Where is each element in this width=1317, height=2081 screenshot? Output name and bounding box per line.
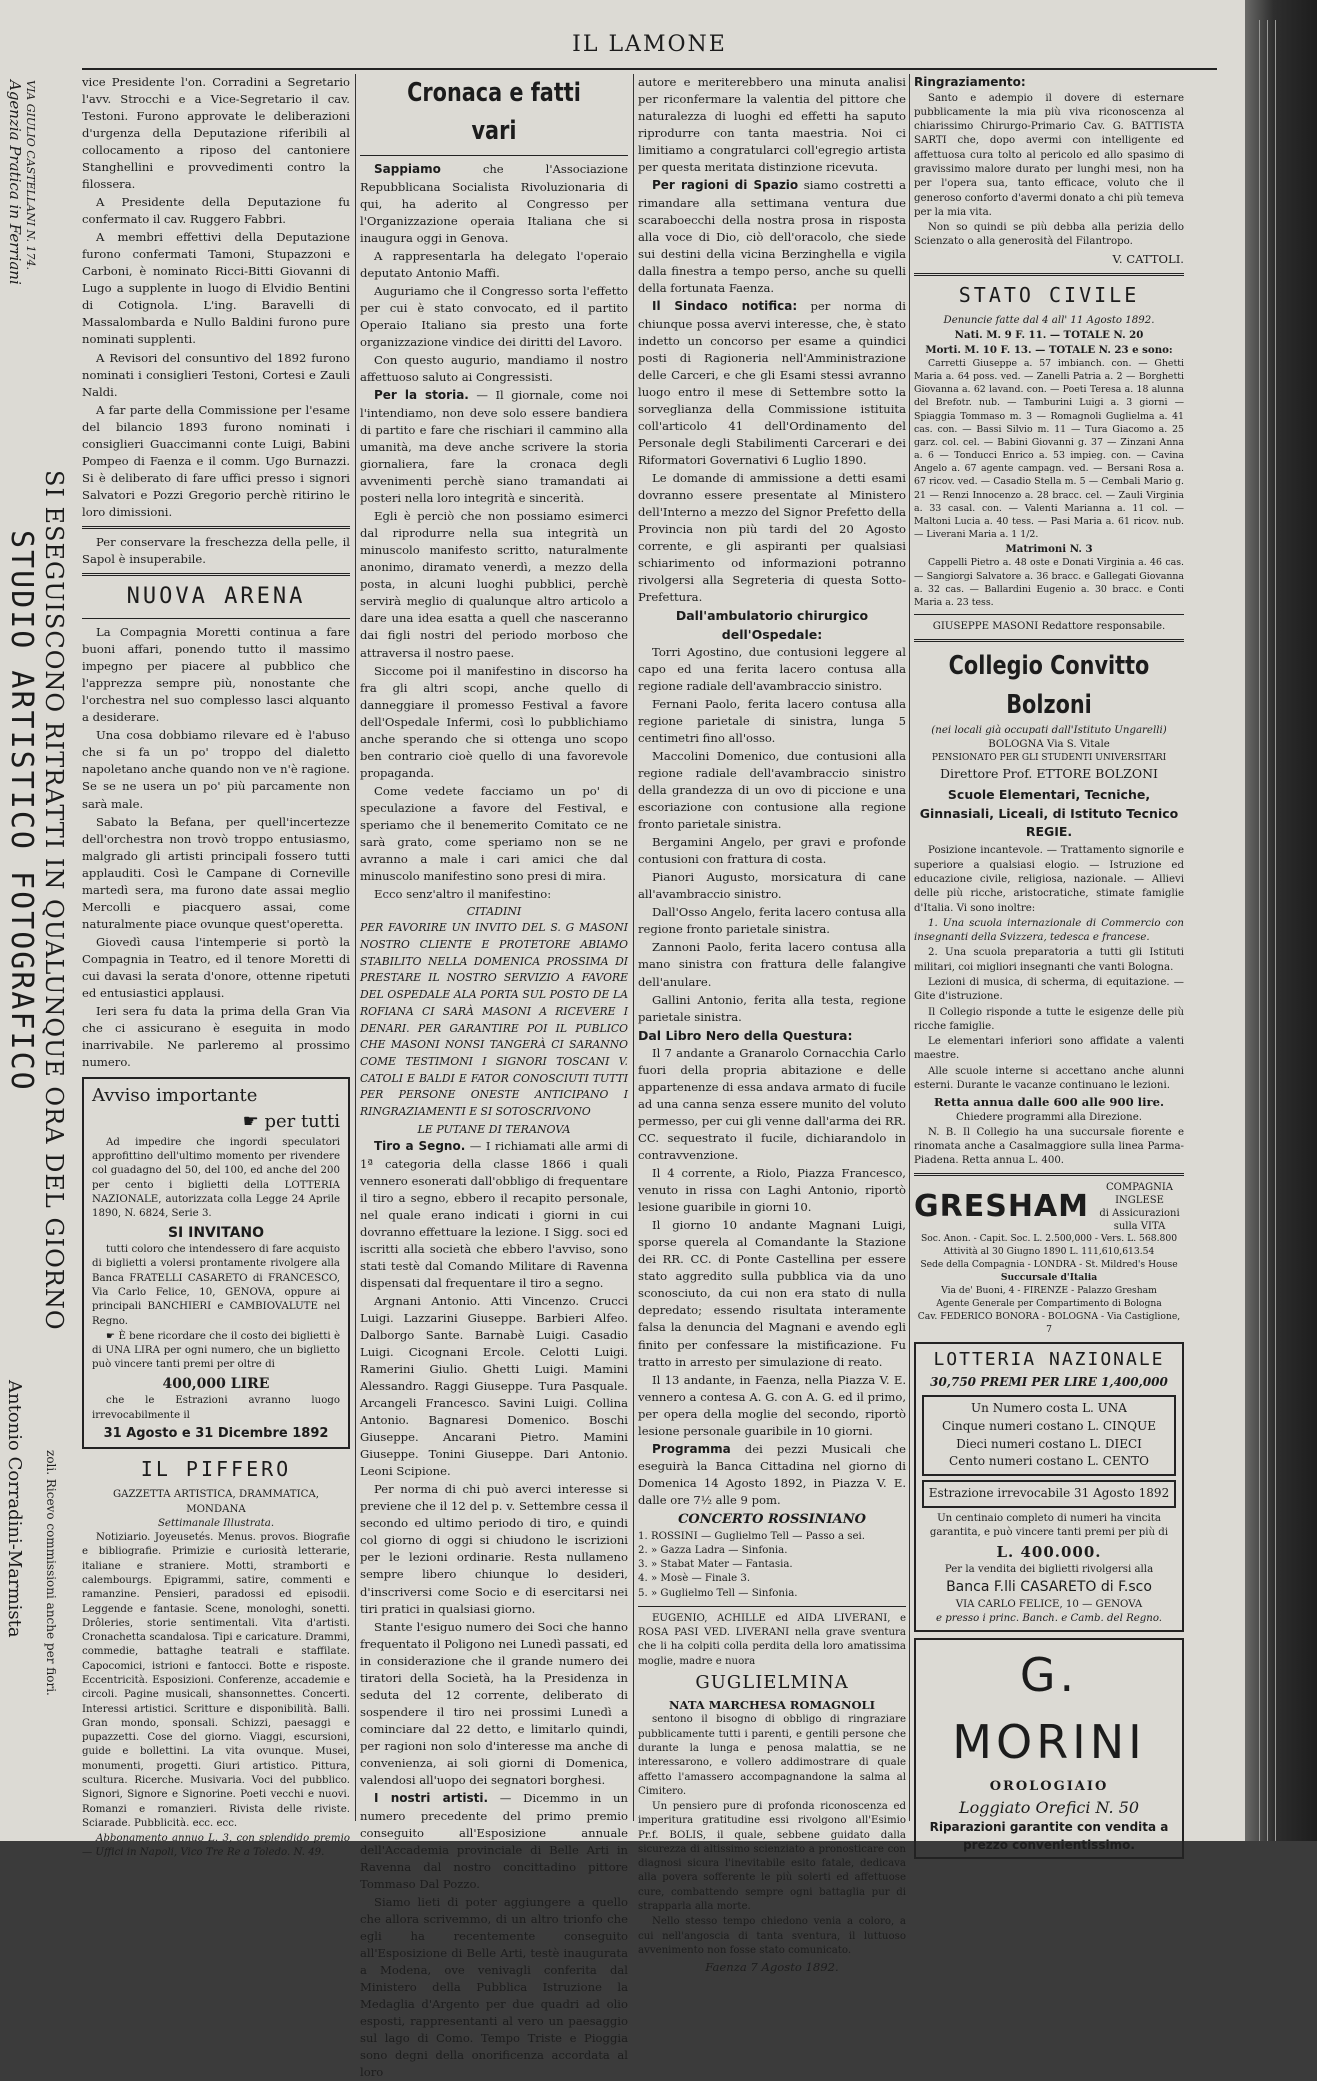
divider	[914, 639, 1184, 642]
margin-studio: STUDIO ARTISTICO FOTOGRAFICO	[4, 530, 39, 1092]
divider	[914, 614, 1184, 615]
collegio-subtitle: (nei locali già occupati dall'Istituto Ungarelli)	[931, 724, 1167, 736]
centinaio-text: Un centinaio completo di numeri ha vincita garantita, e può vincere tanti premi per più di	[929, 1512, 1169, 1538]
column-4	[914, 74, 1184, 1853]
gresham-line: Sede della Compagnia - LONDRA - St. Mildred's House	[920, 1259, 1178, 1271]
paragraph: Dicemmo in un numero precedente del primo premio conseguito all'Esposizione annuale dell'Accademia provinciale di Belle Arti in Ravenna dal nostro concittadino pittore Tommaso Dal Pozzo.	[360, 1790, 628, 1891]
paragraph: Le elementari inferiori sono affidate a valenti maestre.	[914, 1036, 1184, 1062]
paragraph: 2. Una scuola preparatoria a tutti gli Istituti militari, coi migliori insegnanti che vanti Bologna.	[914, 947, 1184, 973]
paragraph: dei pezzi Musicali che eseguirà la Banca Cittadina nel giorno di Domenica 14 Agosto 1892, in Piazza V. E. dalle ore 7½ alle 9 pom.	[638, 1441, 906, 1508]
paragraph: I richiamati alle armi di 1ª categoria della classe 1866 i quali vennero esonerati dall'obbligo di frequentare il tiro a segno, ebbero il recapito personale, nel quale erano indicati i giorni in cui dovranno effettuare la lezione. I Sigg. soci ed iscritti alla società che ebbero l'avviso, sono stati testè dal Comando Militare di Ravenna dispensati dal frequentare il tiro a segno.	[360, 1139, 629, 1290]
paragraph: Il giornale, come noi l'intendiamo, non deve solo essere bandiera di partito e fare che rischiari il cammino alla umanità, ma deve anche scrivere la storia giornaliera, fare la cronaca degli avvenimenti perchè siano tramandati ai posteri nella loro integrità e sincerità.	[360, 388, 628, 506]
lotteria-title: LOTTERIA NAZIONALE	[933, 1349, 1165, 1371]
piffero-subtitle-2: Settimanale Illustrata.	[157, 1517, 275, 1529]
piffero-abbonamento: Abbonamento annuo L. 3, con splendido premio — Uffici in Napoli, Vico Tre Re a Toledo. N. 49.	[82, 1833, 350, 1859]
lottery-dates: 31 Agosto e 31 Dicembre 1892	[103, 1425, 329, 1441]
paragraph: Siamo lieti di poter aggiungere a quello che allora scrivemmo, di un altro trionfo che egli ha recentemente conseguito all'Esposizione di Belle Arti, testè inaugurata a Modena, ove venivagli conferita dal Ministero della Pubblica Istruzione la Medaglia d'Argento per due quadri ad olio esposti, rappresentanti al vero un paesaggio sul lago di Como. Tempo Triste e Pioggia sono degni della onorificenza accordata al loro	[360, 1894, 628, 2079]
avviso-sub: per tutti	[264, 1111, 340, 1133]
matrimoni-list: Cappelli Pietro a. 48 oste e Donati Virginia a. 46 cas. — Sangiorgi Salvatore a. 36 bracc. e Gallegati Giovanna a. 32 cas. — Ballardini Eugenio a. 30 bracc. e Conti Maria a. 23 tess.	[914, 557, 1184, 608]
bologna-line: BOLOGNA Via S. Vitale	[988, 739, 1110, 751]
list-item: 4. » Mosè — Finale 3.	[638, 1573, 751, 1585]
paragraph: A membri effettivi della Deputazione furono confermati Tamoni, Stupazzoni e Carboni, è nominato Ricci-Bitti Giovanni di Lugo a supplente in luogo di Elvidio Bentini di Cotignola. L'ing. Baravelli di Massalombarda e Nullo Baldini furono pure nominati supplenti.	[82, 230, 350, 347]
faenza-date: Faenza 7 Agosto 1892.	[705, 1960, 839, 1975]
stato-civile-title: STATO CIVILE	[958, 282, 1140, 307]
lire-amount: 400,000 LIRE	[162, 1375, 270, 1392]
paragraph: Come vedete facciamo un po' di speculazione a favore del Festival, e speriamo che il benemerito Comitato ce ne sarà grato, come speriamo non se ne avranno a male i cari amici che dal minuscolo manifestino sono presi di mira.	[360, 783, 628, 883]
paragraph: Il giorno 10 andante Magnani Luigi, sporse querela al Comandante la Stazione dei RR. CC. di Ponte Castellina per essere stato aggredito sulla pubblica via da uno sconosciuto, da cui non era stato di nulla depredato; essendo risultata interamente falsa la denuncia del Magnani e avendo egli finito per confessare la mistificazione. Fu tratto in arresto per simulazione di reato.	[638, 1218, 906, 1369]
list-item: 1. ROSSINI — Guglielmo Tell — Passo a sei.	[638, 1530, 866, 1542]
paragraph: Fernani Paolo, ferita lacero contusa alla regione parietale di sinistra, lunga 5 centimetri fino all'osso.	[638, 697, 906, 746]
paragraph: Torri Agostino, due contusioni leggere al capo ed una ferita lacero contusa alla regione radiale dell'avambraccio sinistro.	[638, 644, 906, 693]
direttore-line: Direttore Prof. ETTORE BOLZONI	[940, 765, 1158, 781]
column-rule	[909, 74, 910, 1821]
divider	[82, 618, 350, 619]
masthead-rule	[82, 68, 1217, 70]
section-head: Dal Libro Nero della Questura:	[638, 1027, 853, 1043]
avviso-title: Avviso importante	[92, 1085, 258, 1107]
gresham-line: Cav. FEDERICO BONORA - BOLOGNA - Via Castiglione, 7	[917, 1310, 1181, 1335]
paragraph: A Revisori del consuntivo del 1892 furono nominati i consiglieri Testoni, Cortesi e Zauli Naldi.	[82, 350, 350, 399]
list-item: Dieci numeri costano L. DIECI	[956, 1436, 1142, 1451]
paragraph: A Presidente della Deputazione fu confermato il cav. Ruggero Fabbri.	[82, 195, 350, 227]
riparazioni-line: Riparazioni garantite con vendita a prezzo convenientissimo.	[929, 1820, 1169, 1853]
paragraph: Gallini Antonio, ferita alla testa, regione parietale sinistra.	[638, 992, 906, 1024]
nati-line: Nati. M. 9 F. 11. — TOTALE N. 20	[954, 329, 1144, 342]
paragraph: che l'Associazione Repubblicana Socialista Rivoluzionaria di qui, ha aderito al Congresso per l'Organizzazione operaia Italiana che si inaugura oggi in Genova.	[360, 162, 628, 246]
masthead: IL LAMONE	[572, 32, 727, 57]
retta-line: Retta annua dalle 600 alle 900 lire.	[934, 1095, 1164, 1110]
nuova-arena-title: NUOVA ARENA	[126, 583, 306, 609]
column-rule	[633, 74, 634, 1821]
paragraph: 1. Una scuola internazionale di Commercio con insegnanti della Svizzera, tedesca e francese.	[914, 917, 1184, 944]
morti-line: Morti. M. 10 F. 13. — TOTALE N. 23 e sono:	[925, 343, 1173, 356]
section-head: I nostri artisti.	[374, 1790, 489, 1805]
paragraph: Santo e adempio il dovere di esternare pubblicamente la mia più viva riconoscenza al chiarissimo Chirurgo-Primario Cav. G. BATTISTA SARTI che, dopo avermi con intelligente ed affettuosa cura tolto al pericolo ed allo spasimo di gravissimo malore durato per lunghi mesi, non ha per l'opera sua, tanto efficace, voluto che il generoso conforto d'avermi donato a chi più temeva per la mia vita.	[914, 92, 1184, 218]
paragraph: Posizione incantevole. — Trattamento signorile e superiore a qualsiasi elogio. — Istruzione ed educazione civile, religiosa, nazionale. — Allievi delle più ricche, aristocratiche, stimate famiglie d'Italia. Vi sono inoltre:	[914, 845, 1184, 914]
section-head: Dall'ambulatorio chirurgico dell'Ospedale:	[675, 608, 869, 642]
paragraph: Auguriamo che il Congresso sorta l'effetto per cui è stato convocato, ed il partito Operaio Italiano sia presto una forte organizzazione vindice dei diritti del Lavoro.	[360, 284, 628, 350]
redattore-line: GIUSEPPE MASONI Redattore responsabile.	[932, 621, 1166, 633]
liverani-text: EUGENIO, ACHILLE ed AIDA LIVERANI, e ROSA PASI VED. LIVERANI nella grave sventura che li ha colpiti colla perdita della loro amatissima moglie, madre e nuora	[638, 1612, 906, 1667]
section-head: Il Sindaco notifica:	[652, 299, 798, 313]
column-2: Cronaca e fatti vari Sappiamo che l'Associazione Repubblicana Socialista Rivoluzionaria di qui, ha aderito al Congresso per l'Organizzazione operaia Italiana che si inaugura oggi in Genova. A rappresentarla ha delegato l'operaio deputato Antonio Maffi. Auguriamo che il Congresso sorta l'effetto per cui è stato convocato, ed il partito Operaio Italiano sia presto una forte organizzazione vindice dei diritti del Lavoro. Con questo augurio, mandiamo il nostro affettuoso saluto ai Congressisti. Per la storia. — Il giornale, come noi l'intendiamo, non deve solo essere bandiera di partito e fare che rischiari il cammino alla umanità, ma deve anche scrivere la storia giornaliera, fare la cronaca degli avvenimenti perchè siano tramandati ai posteri nella loro integrità e sincerità. Egli è perciò che non possiamo esimerci dal riprodurre nella sua integrità un minuscolo manifesto scritto, naturalmente anonimo, diramato venerdì, a mezzo della posta, in alcuni luoghi pubblici, perchè servirà meglio di qualunque altro articolo a dare una idea esatta a quell che nasceranno dai figli nostri del periodo morboso che attraversa il nostro paese. Siccome poi il manifestino in discorso ha fra gli altri scopi, anche quello di danneggiare il promesso Festival a favore dell'Ospedale Infermi, così lo pubblichiamo anche sperando che si ottenga uno scopo ben contrario cioè quello di una favorevole propaganda. Come vedete facciamo un po' di speculazione a favore del Festival, e speriamo che il benemerito Comitato ce ne sarà grato, come speriamo non se ne avranno a male i cari amici che dal minuscolo manifestino sono presi di mira. Ecco senz'altro il manifestino: CITADINI PER FAVORIRE UN INVITO DEL S. G MASONI NOSTRO CLIENTE E PROTETORE ABIAMO STABILITO NELLA DOMENICA PROSSIMA DI PRESTARE IL NOSTRO SERVIZIO A FAVORE DEL OSPEDALE ALA PORTA SUL POSTO DE LA ROFIANA CI SARÀ MASONI A RICEVERE I DENARI. PER GARANTIRE POI IL PUBLICO CHE MASONI NONSI TANGERÀ CI SARANNO COME TESTIMONI I SIGNORI TOSCANI V. CATOLI E BALDI E FATOR CONOSCIUTI TUTTI PER PERSONE ONESTE ANTICIPANO I RINGRAZIAMENTI E SI SOTOSCRIVONO LE PUTANE DI TERANOVA Tiro a Segno. — I richiamati alle armi di 1ª categoria della classe 1866 i quali vennero esonerati dall'obbligo di frequentare il tiro a segno, ebbero il recapito personale, nel quale erano indicati i giorni in cui dovranno effettuare la lezione. I Sigg. soci ed iscritti alla società che ebbero l'avviso, sono stati testè dal Comando Militare di Ravenna dispensati dal frequentare il tiro a segno. Argnani Antonio. Atti Vincenzo. Crucci Luigi. Lazzarini Giuseppe. Barbieri Alfeo. Dalborgo Sante. Barnabè Luigi. Casadio Luigi. Cicognani Ercole. Celotti Luigi. Ramerini Giulio. Ghetti Luigi. Mamini Alessandro. Raggi Giuseppe. Tura Pasquale. Arcangeli Francesco. Savini Luigi. Collina Antonio. Bagnaresi Domenico. Boschi Giuseppe. Ancarani Pietro. Mamini Giuseppe. Tonini Giuseppe. Dari Antonio. Leoni Scipione. Per norma di chi può averci interesse si previene che il 12 del p. v. Settembre cessa il secondo ed ultimo periodo di tiro, e quindi col giorno di oggi si chiudono le iscrizioni per le lezioni ordinarie. Resta nullameno sempre libero chiunque lo desideri, d'inscriversi come Socio e di esercitarsi nei tiri pratici in qualsiasi giorno. Stante l'esiguo numero dei Soci che hanno frequentato il Poligono nei Lunedì passati, ed in considerazione che il grande numero dei tiratori della Società, ha la Presidenza in seduta del 12 corrente, deliberato di sospendere il tiro nei prossimi Lunedì a cominciare dal 22 detto, e limitarlo quindi, per ragioni non solo d'interesse ma anche di convenienza, ai soli giorni di Domenica, valendosi all'uopo dei segnatori borghesi. I nostri artisti. — Dicemmo in un numero precedente del primo premio conseguito all'Esposizione annuale dell'Accademia provinciale di Belle Arti in Ravenna dal nostro concittadino pittore Tommaso Dal Pozzo. Siamo lieti di poter aggiungere a quello che allora scrivemmo, di un altro trionfo che egli ha recentemente conseguito all'Esposizione di Belle Arti, testè inaugurata a Modena, ove venivagli conferita dal Ministero della Pubblica Istruzione la Medaglia d'Argento per due quadri ad olio esposti, rappresentanti al vero un paesaggio sul lago di Como. Tempo Triste e Pioggia sono degni della onorificenza accordata al loro	[360, 74, 628, 1774]
manifesto-text: PER FAVORIRE UN INVITO DEL S. G MASONI NOSTRO CLIENTE E PROTETORE ABIAMO STABILITO NELLA DOMENICA PROSSIMA DI PRESTARE IL NOSTRO SERVIZIO A FAVORE DEL OSPEDALE ALA PORTA SUL POSTO DE LA ROFIANA CI SARÀ MASONI A RICEVERE I DENARI. PER GARANTIRE POI IL PUBLICO CHE MASONI NONSI TANGERÀ CI SARANNO COME TESTIMONI I SIGNORI TOSCANI V. CATOLI E BALDI E FATOR CONOSCIUTI TUTTI PER PERSONE ONESTE ANTICIPANO I RINGRAZIAMENTI E SI SOTOSCRIVONO	[360, 921, 628, 1119]
column-rule	[355, 74, 356, 1821]
estrazione-line: Estrazione irrevocabile 31 Agosto 1892	[922, 1480, 1176, 1508]
spine-edge	[1275, 20, 1276, 1841]
paragraph: Il 7 andante a Granarolo Cornacchia Carlo fuori della propria abitazione e delle appartenenze di essa andava armato di fucile ad una canna senza essere munito del voluto permesso, per cui gli venne dall'arma dei RR. CC. sequestrato il fucile, dichiarandolo in contravvenzione.	[638, 1045, 907, 1163]
section-head: Tiro a Segno.	[374, 1139, 466, 1154]
margin-agenzia: Agenzia Pratica in Ferriani	[6, 80, 24, 285]
gresham-header	[914, 1181, 1184, 1233]
costi-box	[922, 1395, 1176, 1476]
paragraph: Con questo augurio, mandiamo il nostro affettuoso saluto ai Congressisti.	[360, 353, 628, 385]
paragraph: Lezioni di musica, di scherma, di equitazione. — Gite d'istruzione.	[914, 976, 1184, 1003]
avviso-text: Ad impedire che ingordi speculatori approfittino dell'ultimo momento per rivendere col guadagno del 50, del 100, ed anche del 200 per cento i biglietti della LOTTERIA NAZIONALE, autorizzata colla Legge 24 Aprile 1890, N. 6824, Serie 3.	[92, 1136, 340, 1220]
paragraph: vice Presidente l'on. Corradini a Segretario l'avv. Strocchi e a Vice-Segretario il cav. Testoni. Furono approvate le deliberazioni d'urgenza della Deputazione riferibili al collocamento a riposo del cantoniere Stanghellini e provvedimenti contro la filossera.	[82, 75, 350, 192]
cronaca-title: Cronaca e fatti vari	[407, 78, 581, 147]
manifesto-head: CITADINI	[466, 904, 522, 918]
paragraph: A rappresentarla ha delegato l'operaio deputato Antonio Maffi.	[360, 249, 628, 281]
paragraph: Sabato la Befana, per quell'incertezze dell'orchestra non trovò troppo entusiasmo, malgrado gli artisti principali fossero tutti applauditi. Così le Campane di Corneville martedì sera, ma furono date assai meglio Mercolli e piacquero assai, come naturalmente piace ovunque quest'operetta.	[82, 814, 350, 931]
book-spine	[1245, 0, 1317, 1841]
paragraph: Maccolini Domenico, due contusioni alla regione radiale dell'avambraccio sinistro della grandezza di un ovo di piccione e una escoriazione con contusione alla regione fronto parietale sinistra.	[638, 749, 906, 832]
section-head: Programma	[652, 1441, 731, 1456]
paragraph: Il 13 andante, in Faenza, nella Piazza V. E. vennero a contesa A. G. con A. G. ed il primo, per opera della moglie del secondo, riportò lesione personale guaribile in 10 giorni.	[638, 1372, 906, 1438]
divider	[360, 155, 628, 156]
gresham-insurance: di Assicurazioni sulla VITA	[1099, 1208, 1180, 1233]
paragraph: A far parte della Commissione per l'esame del bilancio 1893 furono nominati i consiglieri Guaccimanni conte Luigi, Babini Pompeo di Faenza e il comm. Ugo Burnazzi. Si è deliberato di fare uffici presso i signori Salvatori e Pozzi Gregorio perchè ritirino le loro dimissioni.	[82, 402, 350, 519]
vendita-line: Per la vendita dei biglietti rivolgersi alla	[944, 1564, 1154, 1576]
paragraph: Una cosa dobbiamo rilevare ed è l'abuso che si fa un po' troppo del dialetto napoletano anche quando non ve n'è ragione. Se se ne usera un po' più parcamente non sarà male.	[82, 728, 350, 811]
divider	[82, 526, 350, 529]
paragraph: sentono il bisogno di obbligo di ringraziare pubblicamente tutti i parenti, e gentili persone che durante la lunga e penosa malattia, se ne interessarono, e vollero addimostrare di quale affetto l'amassero accompagnandone la salma al Cimitero.	[638, 1714, 906, 1797]
left-margin	[4, 60, 74, 1820]
ricordare-text: È bene ricordare che il costo dei biglietti è di UNA LIRA per ogni numero, che un biglietto può vincere tanti premi per oltre di	[92, 1330, 340, 1371]
morini-title: G. MORINI	[952, 1647, 1146, 1770]
pensionato-line: PENSIONATO PER GLI STUDENTI UNIVERSITARI	[931, 753, 1167, 764]
piffero-subtitle: GAZZETTA ARTISTICA, DRAMMATICA, MONDANA	[112, 1489, 320, 1515]
gresham-line: Attività al 30 Giugno 1890 L. 111,610,613.54	[943, 1246, 1155, 1258]
paragraph: Giovedì causa l'intemperie si portò la Compagnia in Teatro, ed il tenore Moretti di cui davasi la serata d'onore, ottenne ripetuti ed entusiastici applausi.	[82, 934, 350, 1000]
paragraph: Ecco senz'altro il manifestino:	[374, 886, 552, 901]
paragraph: Le domande di ammissione a detti esami dovranno essere presentate al Ministero dell'Interno a mezzo del Signor Prefetto della Provincia non più tardi del 20 Agosto corrente, e gli aspiranti per qualsiasi schiarimento od informazioni potranno rivolgersi alla Segreteria di questa Sotto-Prefettura.	[638, 470, 906, 605]
paragraph: Alle scuole interne si accettano anche alunni esterni. Durante le vacanze continuano le lezioni.	[914, 1065, 1184, 1091]
divider	[82, 573, 350, 576]
paragraph: Zannoni Paolo, ferita lacero contusa alla mano sinistra con frattura delle falangive dell'anulare.	[638, 940, 906, 989]
paragraph: Un pensiero pure di profonda riconoscenza ed imperitura gratitudine essi rivolgono all'Esimio Pr.f. BOLIS, il quale, sebbene guidato dalla sicurezza di altissimo scienziato a pronosticare con diagnosi sicura l'inevitabile esito fatale, dedicava alla povera sofferente le più solerti ed affettuose cure, combattendo sempre ogni battaglia pur di strapparla alla morte.	[638, 1801, 906, 1913]
orologiaio-line: OROLOGIAIO	[989, 1778, 1109, 1794]
list-item: Un Numero costa L. UNA	[971, 1401, 1127, 1416]
manifesto-sign: LE PUTANE DI TERANOVA	[417, 1122, 571, 1136]
column-1	[82, 74, 350, 1859]
divider	[638, 1606, 906, 1607]
section-head: Per la storia.	[374, 388, 469, 403]
piffero-text: Notiziario. Joyeusetés. Menus. provos. Biografie e bibliografie. Primizie e curiosità letterarie, italiane e straniere. Motti, stramborti e calembourgs. Epigrammi, satire, commenti e ramanzine. Pensieri, paradossi ed episodii. Leggende e fantasie. Scene, monologhi, sonetti. Drôleries, storie sentimentali. Vita d'artisti. Cronachetta scandalosa. Tipi e caricature. Drammi, commedie, battaghe teatrali e staffilate. Capocomici, istrioni e fantocci. Botte e risposte. Eccentricità. Esposizioni. Conferenze, accademie e circoli. Pagine musicali, shansonnettes. Concerti. Interessi artistici. Scritture e disponibilità. Balli. Gran mondo, sponsali. Schizzi, paesaggi e pupazzetti. Cose del giorno. Viaggi, escursioni, guide e bollettini. La vita ovunque. Musei, monumenti, progetti. Giuri artistico. Pittura, scultura. Ricerche. Musivaria. Voci del pubblico. Signori, Signore e Signorine. Poeti vecchi e nuovi. Romanzi e romanzieri. Rivista delle riviste. Sciarade. Pubblicità. ecc. ecc.	[82, 1532, 350, 1829]
pointing-hand-icon: ☛	[242, 1111, 265, 1133]
pointing-hand-icon: ☛	[106, 1330, 119, 1342]
gresham-line: Succursale d'Italia	[1000, 1272, 1098, 1284]
program-list	[638, 1530, 906, 1601]
gresham-line: Via de' Buoni, 4 - FIRENZE - Palazzo Gresham	[941, 1284, 1157, 1296]
list-item: Cento numeri costano L. CENTO	[949, 1454, 1149, 1469]
denunce-line: Denuncie fatte dal 4 all' 11 Agosto 1892.	[943, 315, 1155, 327]
section-head: Ringraziamento:	[914, 75, 1026, 89]
paragraph: La Compagnia Moretti continua a fare buoni affari, ponendo tutto il massimo impegno per piacere al pubblico che l'apprezza sempre più, nonostante che l'orchestra nel suo complesso lasci alquanto a desiderare.	[82, 625, 350, 725]
section-head: Per ragioni di Spazio	[652, 178, 799, 193]
paragraph: Pianori Augusto, morsicatura di cane all'avambraccio sinistro.	[638, 870, 906, 902]
banca-presso: e presso i princ. Banch. e Camb. del Regno.	[935, 1613, 1163, 1625]
divider	[914, 273, 1184, 276]
guglielmina-name: GUGLIELMINA	[695, 1672, 849, 1694]
morti-list: Carretti Giuseppe a. 57 imbianch. con. — Ghetti Maria a. 64 poss. ved. — Zanelli Patria a. 2 — Borghetti Giovanna a. 62 lavand. con. — Poeti Teresa a. 18 alunna del Brefotr. nub. — Tamburini Luigi a. 3 giorni — Spiaggia Tommaso m. 3 — Romagnoli Guglielma a. 41 cas. con. — Bassi Silvio m. 11 — Tura Giacomo a. 25 garz. col. cel. — Babini Giovanni g. 37 — Zinzani Anna a. 6 — Tonducci Enrico a. 53 impieg. con. — Cavina Angelo a. 67 agente campagn. ved. — Bersani Rosa a. 67 ricov. ved. — Casadio Stella m. 5 — Cembali Mario g. 21 — Renzi Innocenzo a. 28 bracc. cel. — Zauli Virginia a. 33 casal. con. — Valenti Marianna a. 11 col. — Maltoni Lucia a. 40 tess. — Pasi Maria a. 61 ricov. nub. — Liverani Maria a. 1 1/2.	[914, 357, 1184, 541]
paragraph: Egli è perciò che non possiamo esimerci dal riprodurre nella sua integrità un minuscolo manifesto scritto, naturalmente anonimo, diramato venerdì, a mezzo della posta, in alcuni luoghi pubblici, perchè servirà meglio di qualunque altro articolo a dare una idea esatta a quell che nasceranno dai figli nostri del periodo morboso che attraversa il nostro paese.	[360, 509, 628, 660]
matrimoni-line: Matrimoni N. 3	[1005, 543, 1093, 556]
gresham-company: COMPAGNIA INGLESE	[1105, 1182, 1174, 1207]
programmi-line: Chiedere programmi alla Direzione.	[956, 1112, 1142, 1124]
paragraph: N. B. Il Collegio ha una succursale fiorente e rinomata anche a Casalmaggiore sulla linea Parma-Piadena. Retta annua L. 400.	[914, 1126, 1184, 1167]
gresham-line: Soc. Anon. - Capit. Soc. L. 2.500,000 - Vers. L. 568.800	[920, 1233, 1178, 1245]
collegio-title: Collegio Convitto Bolzoni	[948, 651, 1150, 720]
paragraph: Siccome poi il manifestino in discorso ha fra gli altri scopi, anche quello di danneggiare il promesso Festival a favore dell'Ospedale Infermi, così lo pubblichiamo anche sperando che si ottenga uno scopo ben contrario cioè quello di una favorevole propaganda.	[360, 663, 628, 780]
list-item: 3. » Stabat Mater — Fantasia.	[638, 1559, 793, 1571]
banca-line: Banca F.lli CASARETO di F.sco	[946, 1579, 1152, 1596]
spine-edge	[1259, 20, 1260, 1841]
nata-line: NATA MARCHESA ROMAGNOLI	[669, 1697, 875, 1712]
paragraph: per norma di chiunque possa avervi interesse, che, è stato indetto un concorso per esame a quindici posti di Ragioneria nell'Amministrazione delle Carceri, e che gli Esami stessi avranno luogo entro il mese di Settembre sotto la sorveglianza della Commissione istituita coll'articolo 41 dell'Ordinamento del Personale degli Stabilimenti Carcerari e dei Riformatori Governativi 6 Luglio 1890.	[638, 299, 906, 467]
paragraph: Il 4 corrente, a Riolo, Piazza Francesco, venuto in rissa con Laghi Antonio, riportò lesione guaribile in giorni 10.	[638, 1166, 906, 1215]
invitano-text: tutti coloro che intendessero di fare acquisto di biglietti a volersi prontamente rivolgere alla Banca FRATELLI CASARETO di FRANCESCO, Via Carlo Felice, 10, GENOVA, oppure ai principali BANCHIERI e CAMBIOVALUTE nel Regno.	[92, 1244, 340, 1327]
paragraph: Per norma di chi può averci interesse si previene che il 12 del p. v. Settembre cessa il secondo ed ultimo periodo di tiro, e quindi col giorno di oggi si chiudono le iscrizioni per le lezioni ordinarie. Resta nullameno sempre libero chiunque lo desideri, d'inscriversi come Socio e di esercitarsi nei tiri pratici in qualsiasi giorno.	[360, 1482, 628, 1616]
paragraph: Stante l'esiguo numero dei Soci che hanno frequentato il Poligono nei Lunedì passati, ed in considerazione che il grande numero dei tiratori della Società, ha la Presidenza in seduta del 12 corrente, deliberato di sospendere il tiro nei prossimi Lunedì a cominciare dal 22 detto, e limitarlo quindi, per ragioni non solo d'interesse ma anche di convenienza, ai soli giorni di Domenica, valendosi all'uopo dei segnatori borghesi.	[360, 1619, 628, 1787]
paragraph: Il Collegio risponde a tutte le esigenze delle più ricche famiglie.	[914, 1006, 1184, 1032]
loggiato-line: Loggiato Orefici N. 50	[958, 1797, 1140, 1817]
paragraph: autore e meriterebbero una minuta analisi per riconfermare la valentia del pittore che naturalezza di luoghi ed effetti ha saputo riprodurre con tanta maestria. Noi ci limitiamo a congratularci coll'egregio artista per questa meritata distinzione ricevuta.	[638, 75, 906, 175]
divider	[914, 1173, 1184, 1176]
si-invitano: SI INVITANO	[167, 1224, 265, 1241]
estrazioni-text: che le Estrazioni avranno luogo irrevocabilmente il	[92, 1395, 340, 1421]
paragraph: Non so quindi se più debba alla perizia dello Scienzato o alla generosità del Filantropo.	[914, 222, 1184, 248]
margin-address: VIA GIULIO CASTELLANI N. 174.	[24, 80, 37, 270]
paragraph: siamo costretti a rimandare alla settimana ventura due scaraboecchi della nostra prosa in risposta alla voce di Dio, ciò dell'oracolo, che siede sui destini della vicina Berzinghella e vigila dalla finestra a tempo perso, anche su quelli della fortunata Faenza.	[638, 178, 906, 295]
paragraph: Nello stesso tempo chiedono venia a coloro, a cui nell'angoscia di tanta sventura, il luttuoso avvenimento non fosse stato comunicato.	[638, 1916, 906, 1956]
signature-text: V. CATTOLI.	[1112, 251, 1184, 266]
scuole-line: Scuole Elementari, Tecniche, Ginnasiali, Liceali, di Istituto Tecnico REGIE.	[919, 787, 1179, 840]
list-item: 5. » Guglielmo Tell — Sinfonia.	[638, 1587, 798, 1599]
lotteria-box	[914, 1342, 1184, 1631]
morini-box	[914, 1638, 1184, 1859]
sapol-note: Per conservare la freschezza della pelle, il Sapol è insuperabile.	[82, 534, 350, 566]
margin-corradini: Antonio Corradini-Marmista	[4, 1380, 25, 1638]
paragraph: Argnani Antonio. Atti Vincenzo. Crucci Luigi. Lazzarini Giuseppe. Barbieri Alfeo. Dalborgo Sante. Barnabè Luigi. Casadio Luigi. Cicognani Ercole. Celotti Luigi. Ramerini Giulio. Ghetti Luigi. Mamini Alessandro. Raggi Giuseppe. Tura Pasquale. Arcangeli Francesco. Savini Luigi. Collina Antonio. Bagnaresi Domenico. Boschi Giuseppe. Ancarani Pietro. Mamini Giuseppe. Tonini Giuseppe. Dari Antonio. Leoni Scipione.	[360, 1293, 628, 1479]
l400-line: L. 400.000.	[996, 1543, 1102, 1562]
spine-edge	[1267, 20, 1268, 1841]
avviso-box	[82, 1077, 350, 1449]
margin-fiori: zoli. Ricevo commissioni anche per fiori.	[44, 1450, 58, 1696]
list-item: 2. » Gazza Ladra — Sinfonia.	[638, 1544, 788, 1556]
list-item: Cinque numeri costano L. CINQUE	[942, 1419, 1156, 1434]
premi-line: 30,750 PREMI PER LIRE 1,400,000	[930, 1374, 1168, 1389]
piffero-title: IL PIFFERO	[140, 1456, 292, 1481]
gresham-logo: GRESHAM	[914, 1189, 1090, 1225]
concerto-title: CONCERTO ROSSINIANO	[678, 1512, 866, 1528]
paragraph: Dall'Osso Angelo, ferita lacero contusa alla regione fronto parietale sinistra.	[638, 905, 906, 937]
column-3	[638, 74, 907, 1975]
paragraph: Ieri sera fu data la prima della Gran Via che ci assicurano è eseguita in modo inarrivabile. Ne parleremo al prossimo numero.	[82, 1003, 350, 1069]
section-head: Sappiamo	[374, 162, 441, 177]
gresham-line: Agente Generale per Compartimento di Bologna	[936, 1297, 1162, 1309]
banca-address: VIA CARLO FELICE, 10 — GENOVA	[955, 1599, 1143, 1611]
margin-big-text: SI ESEGUISCONO RITRATTI IN QUALUNQUE ORA DEL GIORNO	[40, 470, 68, 1331]
paragraph: Bergamini Angelo, per gravi e profonde contusioni con frattura di costa.	[638, 835, 906, 867]
